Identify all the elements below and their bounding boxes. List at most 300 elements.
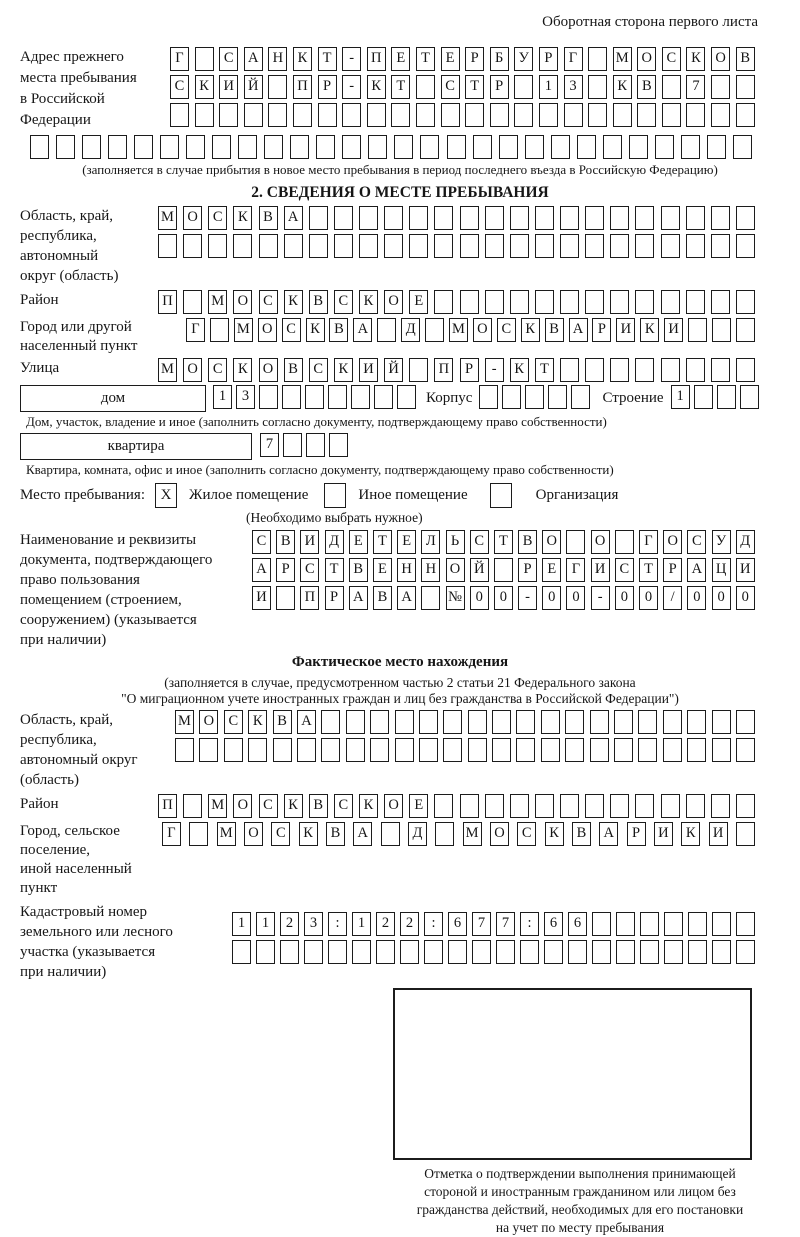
char-cell: 0 xyxy=(712,586,731,610)
char-cell xyxy=(183,794,202,818)
char-cell xyxy=(368,135,387,159)
char-cell: 0 xyxy=(470,586,489,610)
apartment-label-box: квартира xyxy=(20,433,252,460)
char-cell xyxy=(736,794,755,818)
char-cell: О xyxy=(637,47,656,71)
char-cell: С xyxy=(662,47,681,71)
char-cell xyxy=(711,794,730,818)
char-cell xyxy=(82,135,101,159)
char-cell: Г xyxy=(566,558,585,582)
char-cell xyxy=(603,135,622,159)
char-cell xyxy=(661,794,680,818)
char-cell: В xyxy=(637,75,656,99)
char-cell: К xyxy=(233,206,252,230)
char-cell xyxy=(514,103,533,127)
char-cell: С xyxy=(252,530,271,554)
char-cell xyxy=(614,710,633,734)
street-row xyxy=(158,358,755,382)
char-cell xyxy=(560,206,579,230)
char-cell xyxy=(635,234,654,258)
char-cell xyxy=(195,47,214,71)
region-block xyxy=(20,206,780,286)
char-cell: 2 xyxy=(376,912,395,936)
char-cell: О xyxy=(384,794,403,818)
char-cell: К xyxy=(640,318,659,342)
char-cell: С xyxy=(224,710,243,734)
char-cell: К xyxy=(284,290,303,314)
char-cell xyxy=(661,234,680,258)
char-cell xyxy=(134,135,153,159)
char-cell: А xyxy=(353,318,372,342)
char-cell xyxy=(416,103,435,127)
char-cell xyxy=(616,940,635,964)
char-cell: О xyxy=(446,558,465,582)
char-cell xyxy=(56,135,75,159)
char-cell xyxy=(352,940,371,964)
char-cell xyxy=(189,822,208,846)
char-cell xyxy=(635,206,654,230)
char-cell xyxy=(686,358,705,382)
char-cell xyxy=(736,206,755,230)
char-cell xyxy=(409,206,428,230)
char-cell: Т xyxy=(535,358,554,382)
char-cell: Ц xyxy=(712,558,731,582)
char-cell xyxy=(686,794,705,818)
char-cell xyxy=(284,234,303,258)
char-cell: И xyxy=(359,358,378,382)
char-cell: 6 xyxy=(544,912,563,936)
char-cell: К xyxy=(545,822,564,846)
char-cell xyxy=(712,318,731,342)
char-cell xyxy=(740,385,759,409)
char-cell: О xyxy=(591,530,610,554)
char-cell xyxy=(485,206,504,230)
char-cell xyxy=(510,206,529,230)
confirmation-caption: Отметка о подтверждении выполнения принимающей стороной и иностранным гражданином или лицом без гражданства действий, необходимых для его постановки на учет по месту пребывания xyxy=(416,1166,744,1235)
char-cell: К xyxy=(359,794,378,818)
char-cell xyxy=(424,940,443,964)
option-dwelling-label: Жилое помещение xyxy=(189,487,309,503)
char-cell: К xyxy=(681,822,700,846)
char-cell xyxy=(321,710,340,734)
char-cell: А xyxy=(284,206,303,230)
char-cell xyxy=(479,385,498,409)
korpus-label: Корпус xyxy=(426,390,473,406)
char-cell xyxy=(614,738,633,762)
char-cell: О xyxy=(244,822,263,846)
cadastre-row-1 xyxy=(232,912,755,936)
char-cell xyxy=(733,135,752,159)
char-cell: С xyxy=(517,822,536,846)
char-cell xyxy=(535,206,554,230)
char-cell: 0 xyxy=(687,586,706,610)
char-cell: В xyxy=(736,47,755,71)
char-cell: И xyxy=(252,586,271,610)
char-cell: 0 xyxy=(494,586,513,610)
char-cell xyxy=(485,794,504,818)
house-row xyxy=(20,385,780,412)
char-cell xyxy=(590,710,609,734)
char-cell: С xyxy=(470,530,489,554)
char-cell xyxy=(588,103,607,127)
char-cell: : xyxy=(328,912,347,936)
char-cell: - xyxy=(342,75,361,99)
char-cell xyxy=(635,358,654,382)
char-cell xyxy=(585,358,604,382)
char-cell xyxy=(443,710,462,734)
char-cell xyxy=(687,710,706,734)
char-cell: Ь xyxy=(446,530,465,554)
char-cell xyxy=(736,912,755,936)
char-cell: С xyxy=(170,75,189,99)
district-block xyxy=(20,290,780,314)
document-row-2 xyxy=(252,558,755,582)
char-cell xyxy=(264,135,283,159)
city-block xyxy=(20,318,780,356)
char-cell xyxy=(688,912,707,936)
char-cell: С xyxy=(271,822,290,846)
char-cell: 1 xyxy=(539,75,558,99)
char-cell: М xyxy=(234,318,253,342)
apartment-caption: Квартира, комната, офис и иное (заполнить согласно документу, подтверждающему право собственности) xyxy=(26,462,614,477)
char-cell xyxy=(328,385,347,409)
char-cell: Е xyxy=(391,47,410,71)
document-label: Наименование и реквизиты документа, подтверждающего право пользования помещением (строением, сооружением) (указывается при наличии) xyxy=(20,532,213,648)
prev-address-row-1 xyxy=(170,47,755,71)
char-cell xyxy=(492,738,511,762)
char-cell: 6 xyxy=(568,912,587,936)
char-cell: К xyxy=(299,822,318,846)
char-cell xyxy=(514,75,533,99)
char-cell xyxy=(316,135,335,159)
char-cell: О xyxy=(711,47,730,71)
char-cell xyxy=(585,794,604,818)
char-cell xyxy=(400,940,419,964)
char-cell xyxy=(328,940,347,964)
char-cell: А xyxy=(252,558,271,582)
char-cell xyxy=(224,738,243,762)
char-cell: 0 xyxy=(566,586,585,610)
actual-city-label: Город, сельское поселение, иной населенный пункт xyxy=(20,823,132,896)
char-cell: П xyxy=(158,794,177,818)
char-cell: О xyxy=(183,206,202,230)
char-cell: 1 xyxy=(352,912,371,936)
char-cell: - xyxy=(518,586,537,610)
char-cell xyxy=(661,290,680,314)
char-cell xyxy=(571,385,590,409)
char-cell: А xyxy=(397,586,416,610)
char-cell xyxy=(374,385,393,409)
char-cell: И xyxy=(591,558,610,582)
char-cell: А xyxy=(353,822,372,846)
char-cell: Е xyxy=(349,530,368,554)
char-cell xyxy=(736,318,755,342)
char-cell: О xyxy=(663,530,682,554)
char-cell xyxy=(170,103,189,127)
char-cell: У xyxy=(514,47,533,71)
char-cell: К xyxy=(510,358,529,382)
char-cell: В xyxy=(326,822,345,846)
char-cell: Р xyxy=(490,75,509,99)
char-cell xyxy=(342,103,361,127)
char-cell: И xyxy=(300,530,319,554)
char-cell: Р xyxy=(460,358,479,382)
char-cell: М xyxy=(449,318,468,342)
char-cell: Г xyxy=(170,47,189,71)
char-cell: А xyxy=(569,318,588,342)
char-cell xyxy=(616,912,635,936)
char-cell: С xyxy=(334,794,353,818)
char-cell: П xyxy=(293,75,312,99)
char-cell: Й xyxy=(244,75,263,99)
char-cell xyxy=(183,234,202,258)
char-cell: Р xyxy=(592,318,611,342)
char-cell xyxy=(359,206,378,230)
char-cell: 0 xyxy=(639,586,658,610)
char-cell: 7 xyxy=(686,75,705,99)
char-cell xyxy=(736,234,755,258)
char-cell xyxy=(610,794,629,818)
page-corner-note: Оборотная сторона первого листа xyxy=(542,14,758,30)
char-cell xyxy=(443,738,462,762)
char-cell: Т xyxy=(639,558,658,582)
char-cell xyxy=(465,103,484,127)
stroenie-label: Строение xyxy=(602,390,664,406)
char-cell: Т xyxy=(325,558,344,582)
char-cell xyxy=(736,103,755,127)
char-cell: С xyxy=(334,290,353,314)
char-cell: С xyxy=(497,318,516,342)
char-cell xyxy=(158,234,177,258)
apartment-cells xyxy=(260,433,352,457)
char-cell xyxy=(535,234,554,258)
char-cell xyxy=(565,738,584,762)
char-cell xyxy=(568,940,587,964)
char-cell: 2 xyxy=(280,912,299,936)
char-cell: С xyxy=(208,358,227,382)
char-cell: С xyxy=(282,318,301,342)
char-cell xyxy=(256,940,275,964)
char-cell: И xyxy=(709,822,728,846)
char-cell: Р xyxy=(539,47,558,71)
char-cell: М xyxy=(208,290,227,314)
char-cell xyxy=(711,206,730,230)
char-cell xyxy=(686,234,705,258)
char-cell xyxy=(460,206,479,230)
char-cell xyxy=(233,234,252,258)
char-cell: Д xyxy=(401,318,420,342)
char-cell: Т xyxy=(494,530,513,554)
char-cell: С xyxy=(309,358,328,382)
char-cell xyxy=(434,206,453,230)
char-cell: С xyxy=(300,558,319,582)
char-cell xyxy=(717,385,736,409)
char-cell: Е xyxy=(397,530,416,554)
char-cell xyxy=(186,135,205,159)
char-cell xyxy=(694,385,713,409)
char-cell xyxy=(662,75,681,99)
char-cell xyxy=(548,385,567,409)
char-cell: Е xyxy=(409,290,428,314)
char-cell xyxy=(248,738,267,762)
char-cell xyxy=(490,103,509,127)
char-cell: Р xyxy=(318,75,337,99)
char-cell xyxy=(585,234,604,258)
char-cell xyxy=(588,47,607,71)
char-cell xyxy=(160,135,179,159)
char-cell: 7 xyxy=(496,912,515,936)
char-cell: М xyxy=(208,794,227,818)
street-label: Улица xyxy=(20,360,60,376)
actual-city-row xyxy=(162,822,755,846)
checkbox-dwelling: X xyxy=(155,483,177,508)
char-cell: Й xyxy=(470,558,489,582)
char-cell: В xyxy=(349,558,368,582)
char-cell xyxy=(259,234,278,258)
char-cell: Б xyxy=(490,47,509,71)
char-cell: В xyxy=(309,794,328,818)
char-cell xyxy=(346,738,365,762)
char-cell: В xyxy=(518,530,537,554)
char-cell xyxy=(560,794,579,818)
char-cell: 3 xyxy=(304,912,323,936)
char-cell xyxy=(541,710,560,734)
char-cell: Г xyxy=(162,822,181,846)
char-cell xyxy=(208,234,227,258)
char-cell: : xyxy=(424,912,443,936)
char-cell: У xyxy=(712,530,731,554)
char-cell xyxy=(391,103,410,127)
char-cell: Т xyxy=(318,47,337,71)
char-cell xyxy=(496,940,515,964)
actual-region-block xyxy=(20,710,780,790)
char-cell xyxy=(499,135,518,159)
char-cell: В xyxy=(259,206,278,230)
char-cell xyxy=(268,103,287,127)
char-cell xyxy=(510,794,529,818)
char-cell xyxy=(661,358,680,382)
char-cell xyxy=(318,103,337,127)
char-cell xyxy=(494,558,513,582)
char-cell: М xyxy=(158,358,177,382)
char-cell: Л xyxy=(421,530,440,554)
char-cell xyxy=(592,940,611,964)
char-cell xyxy=(711,75,730,99)
char-cell: Й xyxy=(384,358,403,382)
char-cell xyxy=(306,433,325,457)
char-cell: С xyxy=(219,47,238,71)
char-cell xyxy=(370,710,389,734)
char-cell xyxy=(686,206,705,230)
char-cell xyxy=(510,290,529,314)
actual-district-label: Район xyxy=(20,796,59,812)
char-cell xyxy=(736,290,755,314)
actual-location-title: Фактическое место нахождения xyxy=(291,654,509,670)
char-cell: 0 xyxy=(736,586,755,610)
char-cell: П xyxy=(367,47,386,71)
char-cell xyxy=(638,710,657,734)
char-cell: В xyxy=(572,822,591,846)
char-cell xyxy=(539,103,558,127)
char-cell: 2 xyxy=(400,912,419,936)
region-label: Область, край, республика, автономный округ (область) xyxy=(20,208,119,284)
char-cell xyxy=(210,318,229,342)
char-cell xyxy=(367,103,386,127)
char-cell xyxy=(637,103,656,127)
char-cell xyxy=(108,135,127,159)
char-cell xyxy=(321,738,340,762)
char-cell xyxy=(293,103,312,127)
district-label: Район xyxy=(20,292,59,308)
char-cell xyxy=(419,710,438,734)
char-cell: О xyxy=(384,290,403,314)
char-cell xyxy=(276,586,295,610)
char-cell xyxy=(346,710,365,734)
char-cell: С xyxy=(687,530,706,554)
char-cell: В xyxy=(273,710,292,734)
char-cell xyxy=(662,103,681,127)
char-cell xyxy=(640,940,659,964)
char-cell: № xyxy=(446,586,465,610)
char-cell xyxy=(232,940,251,964)
char-cell: Д xyxy=(736,530,755,554)
stay-type-note: (Необходимо выбрать нужное) xyxy=(246,510,423,525)
stroenie-cells xyxy=(671,385,763,409)
char-cell: Г xyxy=(186,318,205,342)
char-cell: С xyxy=(208,206,227,230)
char-cell: К xyxy=(359,290,378,314)
char-cell xyxy=(551,135,570,159)
char-cell xyxy=(516,738,535,762)
char-cell: Е xyxy=(542,558,561,582)
char-cell xyxy=(610,206,629,230)
char-cell xyxy=(635,794,654,818)
char-cell: Р xyxy=(325,586,344,610)
char-cell xyxy=(585,290,604,314)
char-cell xyxy=(525,385,544,409)
char-cell: Е xyxy=(409,794,428,818)
char-cell: 3 xyxy=(236,385,255,409)
char-cell xyxy=(707,135,726,159)
region-row-2 xyxy=(158,234,755,258)
char-cell: К xyxy=(248,710,267,734)
actual-district-block xyxy=(20,794,780,818)
prev-address-row-4 xyxy=(30,135,752,159)
stay-type-row xyxy=(20,483,780,508)
cadastre-row-2 xyxy=(232,940,755,964)
char-cell xyxy=(615,530,634,554)
char-cell xyxy=(434,794,453,818)
char-cell: С xyxy=(441,75,460,99)
char-cell xyxy=(560,358,579,382)
char-cell xyxy=(370,738,389,762)
char-cell: А xyxy=(297,710,316,734)
char-cell: 6 xyxy=(448,912,467,936)
char-cell xyxy=(485,234,504,258)
char-cell xyxy=(409,358,428,382)
char-cell: К xyxy=(613,75,632,99)
char-cell: Р xyxy=(518,558,537,582)
char-cell: Т xyxy=(416,47,435,71)
char-cell: С xyxy=(615,558,634,582)
char-cell: Т xyxy=(391,75,410,99)
char-cell xyxy=(525,135,544,159)
char-cell xyxy=(492,710,511,734)
apartment-row xyxy=(20,433,780,460)
char-cell xyxy=(297,738,316,762)
char-cell xyxy=(195,103,214,127)
char-cell xyxy=(663,710,682,734)
